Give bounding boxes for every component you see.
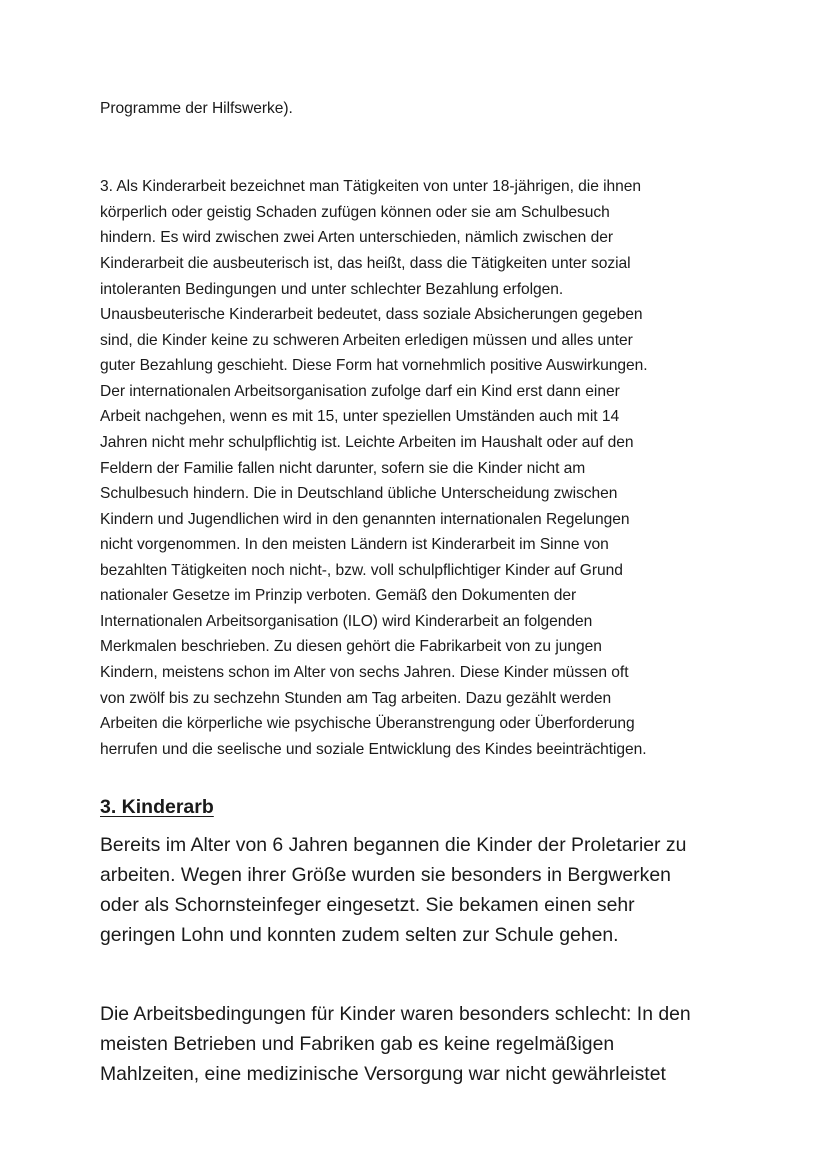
paragraph-line: arbeiten. Wegen ihrer Größe wurden sie besonders in Bergwerken — [100, 864, 671, 886]
paragraph-line: Kindern, meistens schon im Alter von sechs Jahren. Diese Kinder müssen oft — [100, 664, 629, 681]
paragraph-line: intoleranten Bedingungen und unter schlechter Bezahlung erfolgen. — [100, 281, 564, 298]
paragraph-line: Bereits im Alter von 6 Jahren begannen die Kinder der Proletarier zu — [100, 834, 687, 856]
paragraph-line: meisten Betrieben und Fabriken gab es keine regelmäßigen — [100, 1033, 615, 1055]
paragraph-line: Der internationalen Arbeitsorganisation zufolge darf ein Kind erst dann einer — [100, 383, 620, 400]
intro-line: Programme der Hilfswerke). — [100, 100, 293, 117]
paragraph-line: körperlich oder geistig Schaden zufügen können oder sie am Schulbesuch — [100, 204, 610, 221]
paragraph-line: hindern. Es wird zwischen zwei Arten unterschieden, nämlich zwischen der — [100, 229, 613, 246]
paragraph-line: nicht vorgenommen. In den meisten Ländern ist Kinderarbeit im Sinne von — [100, 536, 609, 553]
paragraph-line: oder als Schornsteinfeger eingesetzt. Sie bekamen einen sehr — [100, 894, 635, 916]
paragraph-line: Unausbeuterische Kinderarbeit bedeutet, dass soziale Absicherungen gegeben — [100, 306, 643, 323]
paragraph-line: Schulbesuch hindern. Die in Deutschland übliche Unterscheidung zwischen — [100, 485, 618, 502]
paragraph-line: Internationalen Arbeitsorganisation (ILO) wird Kinderarbeit an folgenden — [100, 613, 593, 630]
paragraph-line: herrufen und die seelische und soziale Entwicklung des Kindes beeinträchtigen. — [100, 741, 647, 758]
paragraph-line: Kindern und Jugendlichen wird in den genannten internationalen Regelungen — [100, 511, 630, 528]
paragraph-line: Mahlzeiten, eine medizinische Versorgung war nicht gewährleistet — [100, 1063, 666, 1085]
paragraph-line: Die Arbeitsbedingungen für Kinder waren besonders schlecht: In den — [100, 1003, 691, 1025]
paragraph-line: geringen Lohn und konnten zudem selten zur Schule gehen. — [100, 924, 619, 946]
paragraph-line: 3. Als Kinderarbeit bezeichnet man Tätigkeiten von unter 18-jährigen, die ihnen — [100, 178, 642, 195]
paragraph-line: Arbeit nachgehen, wenn es mit 15, unter speziellen Umständen auch mit 14 — [100, 408, 620, 425]
paragraph-line: Feldern der Familie fallen nicht darunter, sofern sie die Kinder nicht am — [100, 460, 586, 477]
paragraph-line: von zwölf bis zu sechzehn Stunden am Tag arbeiten. Dazu gezählt werden — [100, 690, 612, 707]
paragraph-line: nationaler Gesetze im Prinzip verboten. Gemäß den Dokumenten der — [100, 587, 577, 604]
paragraph-line: Kinderarbeit die ausbeuterisch ist, das heißt, dass die Tätigkeiten unter sozial — [100, 255, 631, 272]
paragraph-line: sind, die Kinder keine zu schweren Arbeiten erledigen müssen und alles unter — [100, 332, 633, 349]
paragraph-line: bezahlten Tätigkeiten noch nicht-, bzw. voll schulpflichtiger Kinder auf Grund — [100, 562, 623, 579]
paragraph-line: Arbeiten die körperliche wie psychische Überanstrengung oder Überforderung — [100, 715, 635, 732]
paragraph-line: Jahren nicht mehr schulpflichtig ist. Leichte Arbeiten im Haushalt oder auf den — [100, 434, 634, 451]
paragraph-line: guter Bezahlung geschieht. Diese Form hat vornehmlich positive Auswirkungen. — [100, 357, 648, 374]
section-heading: 3. Kinderarb — [100, 796, 214, 818]
paragraph-line: Merkmalen beschrieben. Zu diesen gehört die Fabrikarbeit von zu jungen — [100, 638, 602, 655]
